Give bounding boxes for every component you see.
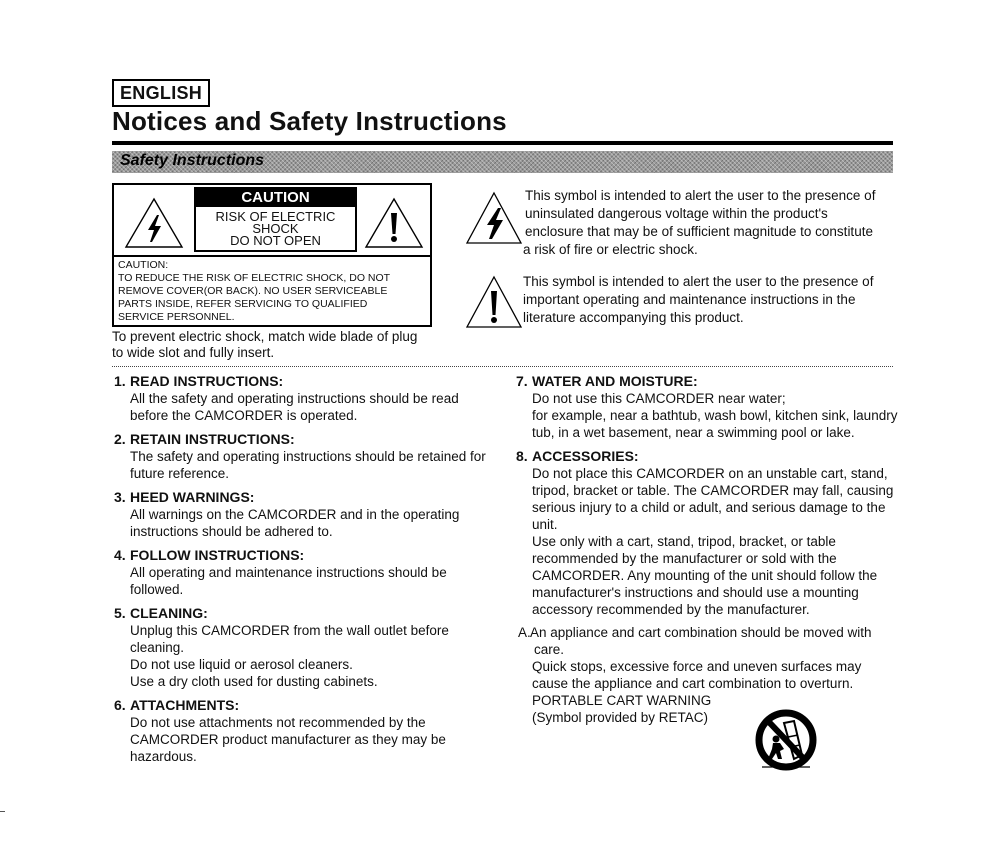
caution-notice-line: TO REDUCE THE RISK OF ELECTRIC SHOCK, DO NOT [118, 272, 391, 284]
instruction-section [114, 431, 494, 482]
section-number: 2. [114, 431, 126, 447]
caution-line: DO NOT OPEN [230, 233, 321, 248]
section-title: RETAIN INSTRUCTIONS: [130, 431, 295, 447]
section-line: hazardous. [130, 749, 197, 764]
section-heading [114, 547, 494, 564]
plug-note-line: To prevent electric shock, match wide blade of plug [112, 329, 418, 344]
section-line: tripod, bracket or table. The CAMCORDER may fall, causing [532, 483, 894, 498]
section-line: CAMCORDER product manufacturer as they may be [130, 732, 446, 747]
section-heading [114, 489, 494, 506]
sub-item-first-line [518, 624, 901, 641]
section-line: All warnings on the CAMCORDER and in the operating [130, 507, 460, 522]
section-line: The safety and operating instructions should be retained for [130, 449, 486, 464]
sub-item-line: cause the appliance and cart combination to overturn. [532, 676, 854, 691]
section-heading [114, 697, 494, 714]
caution-heading: CAUTION [196, 189, 355, 207]
section-body [114, 564, 494, 598]
section-number: 1. [114, 373, 126, 389]
instruction-section [114, 547, 494, 598]
plug-note-line: to wide slot and fully insert. [112, 345, 275, 360]
section-banner [112, 151, 893, 173]
section-line: for example, near a bathtub, wash bowl, kitchen sink, laundry [532, 408, 898, 423]
section-heading [516, 373, 901, 390]
section-number: 5. [114, 605, 126, 621]
caution-notice-line: SERVICE PERSONNEL. [118, 311, 235, 323]
section-line: serious injury to a child or adult, and serious damage to the [532, 500, 886, 515]
section-number: 4. [114, 547, 126, 563]
section-body [114, 506, 494, 540]
instruction-section [114, 605, 494, 690]
section-line: tub, in a wet basement, near a swimming pool or lake. [532, 425, 855, 440]
section-line: future reference. [130, 466, 230, 481]
section-line: followed. [130, 582, 184, 597]
section-line: Unplug this CAMCORDER from the wall outlet before [130, 623, 449, 638]
section-body [516, 465, 901, 618]
section-line: All operating and maintenance instructions should be [130, 565, 447, 580]
section-line: instructions should be adhered to. [130, 524, 333, 539]
caution-notice [118, 259, 390, 324]
section-heading [516, 448, 901, 465]
section-line: unit. [532, 517, 558, 532]
section-line: before the CAMCORDER is operated. [130, 408, 358, 423]
title-rule [112, 141, 893, 145]
section-line: Do not use attachments not recommended by the [130, 715, 426, 730]
sub-item-a [516, 624, 901, 726]
section-line: manufacturer's instructions and should use a mounting [532, 585, 859, 600]
section-heading [114, 605, 494, 622]
symbol-line: enclosure that may be of sufficient magnitude to constitute [525, 224, 873, 239]
caution-label-top [114, 185, 430, 257]
lightning-triangle-icon [124, 197, 184, 249]
caution-line: RISK OF ELECTRIC [215, 209, 336, 224]
section-number: 6. [114, 697, 126, 713]
sub-item-label: A. [518, 625, 531, 640]
section-banner-title: Safety Instructions [120, 152, 265, 169]
section-title: READ INSTRUCTIONS: [130, 373, 284, 389]
instruction-section [516, 373, 901, 441]
section-title: FOLLOW INSTRUCTIONS: [130, 547, 305, 563]
section-line: All the safety and operating instructions should be read [130, 391, 459, 406]
sub-item-line: Quick stops, excessive force and uneven surfaces may [532, 659, 862, 674]
symbol-text [525, 187, 905, 259]
sub-item-text: An appliance and cart combination should be moved with [530, 625, 872, 640]
section-line: Do not use this CAMCORDER near water; [532, 391, 786, 406]
section-body [114, 390, 494, 424]
caution-notice-line: CAUTION: [118, 259, 169, 271]
lightning-triangle-icon [465, 191, 523, 245]
instructions-right-column [516, 373, 901, 733]
section-body [114, 448, 494, 482]
symbol-line: important operating and maintenance instructions in the [523, 292, 856, 307]
section-number: 3. [114, 489, 126, 505]
section-line: CAMCORDER. Any mounting of the unit should follow the [532, 568, 878, 583]
instruction-section [114, 697, 494, 765]
caution-notice-line: REMOVE COVER(OR BACK). NO USER SERVICEABLE [118, 285, 388, 297]
instructions-left-column [114, 373, 494, 772]
section-line: Do not place this CAMCORDER on an unstable cart, stand, [532, 466, 888, 481]
section-line: recommended by the manufacturer or sold with the [532, 551, 837, 566]
section-line: cleaning. [130, 640, 185, 655]
symbol-line: a risk of fire or electric shock. [523, 242, 698, 257]
symbol-text [523, 273, 903, 327]
caution-line: SHOCK [252, 221, 299, 236]
section-title: ATTACHMENTS: [130, 697, 240, 713]
section-title: ACCESSORIES: [532, 448, 639, 464]
section-number: 8. [516, 448, 528, 464]
caution-label-box [112, 183, 432, 327]
caution-label-panel [194, 187, 357, 252]
sub-item-line: PORTABLE CART WARNING [532, 693, 712, 708]
symbol-line: uninsulated dangerous voltage within the product's [525, 206, 828, 221]
symbol-line: This symbol is intended to alert the user to the presence of [523, 274, 874, 289]
section-body [516, 390, 901, 441]
section-line: Use only with a cart, stand, tripod, bracket, or table [532, 534, 836, 549]
sub-item-line: care. [534, 642, 565, 657]
exclamation-triangle-icon [465, 275, 523, 329]
instruction-section [114, 489, 494, 540]
section-line: accessory recommended by the manufacturer. [532, 602, 810, 617]
exclamation-triangle-icon [364, 197, 424, 249]
section-body [114, 714, 494, 765]
section-heading [114, 373, 494, 390]
portable-cart-warning-icon [754, 709, 818, 775]
symbol-line: This symbol is intended to alert the user to the presence of [525, 188, 876, 203]
page-title: Notices and Safety Instructions [112, 106, 507, 136]
sub-item-line: (Symbol provided by RETAC) [532, 710, 709, 725]
section-title: WATER AND MOISTURE: [532, 373, 698, 389]
section-body [114, 622, 494, 690]
section-number: 7. [516, 373, 528, 389]
section-title: HEED WARNINGS: [130, 489, 255, 505]
caution-notice-line: PARTS INSIDE, REFER SERVICING TO QUALIFIED [118, 298, 368, 310]
symbol-line: literature accompanying this product. [523, 310, 744, 325]
plug-note [112, 329, 442, 361]
edge-mark [0, 811, 5, 812]
instruction-section [114, 373, 494, 424]
section-line: Use a dry cloth used for dusting cabinets. [130, 674, 378, 689]
dotted-divider [112, 366, 893, 367]
section-heading [114, 431, 494, 448]
section-line: Do not use liquid or aerosol cleaners. [130, 657, 353, 672]
language-label: ENGLISH [112, 79, 210, 107]
instruction-section [516, 448, 901, 726]
section-title: CLEANING: [130, 605, 208, 621]
